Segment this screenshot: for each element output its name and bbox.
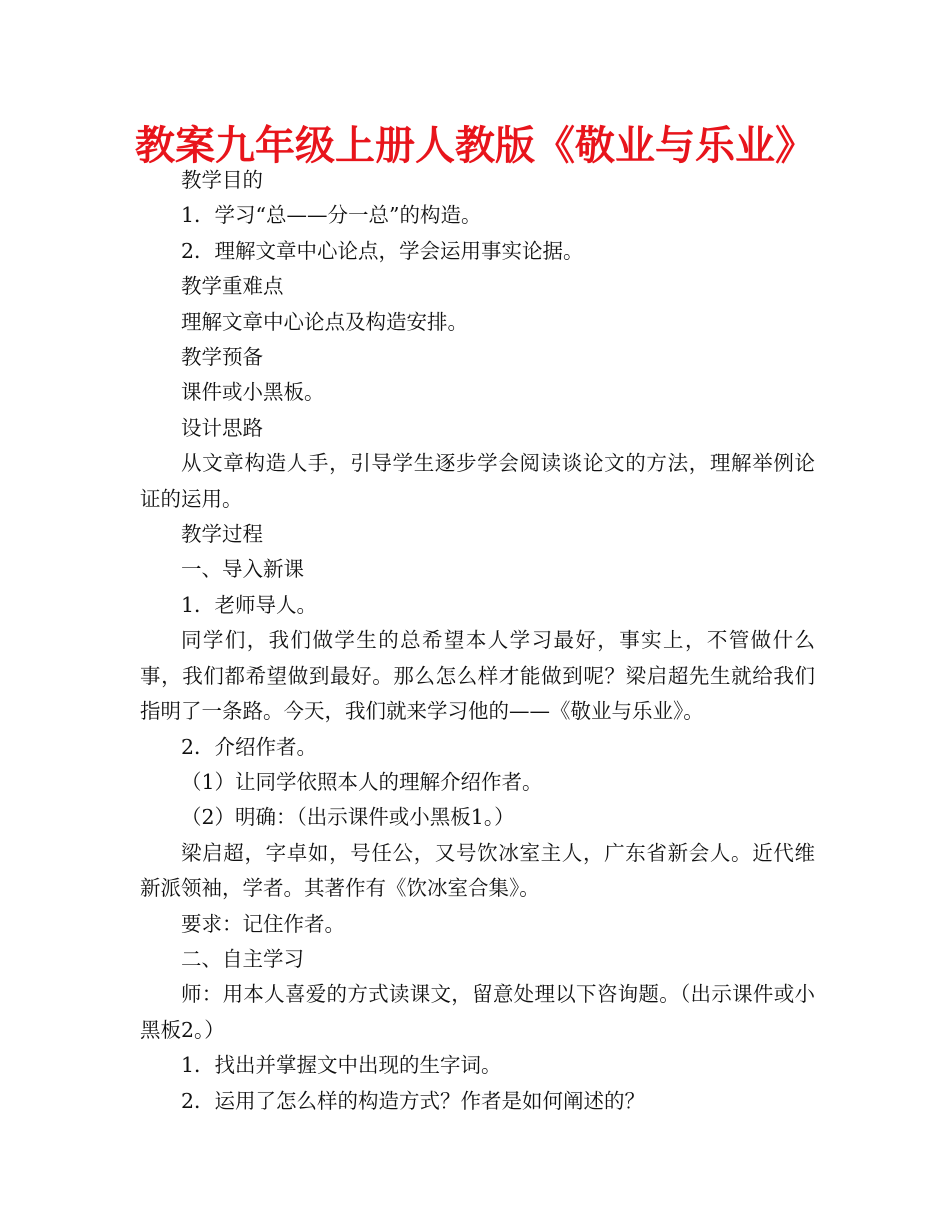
document-body	[140, 163, 815, 1119]
paragraph-section-heading: 教学预备	[181, 345, 263, 370]
paragraph-section-heading: 二、自主学习	[181, 946, 304, 971]
document-title: 教案九年级上册人教版《敬业与乐业》	[135, 123, 815, 169]
paragraph: （2）明确：（出示课件或小黑板1。）	[181, 805, 515, 830]
paragraph: 从文章构造人手，引导学生逐步学会阅读谈论文的方法，理解举例论证的运用。	[140, 451, 815, 511]
paragraph: 2．运用了怎么样的构造方式？作者是如何阐述的？	[181, 1088, 646, 1113]
paragraph: 2．介绍作者。	[181, 734, 318, 759]
paragraph-section-heading: 教学目的	[181, 168, 263, 192]
paragraph: 师：用本人喜爱的方式读课文，留意处理以下咨询题。（出示课件或小黑板2。）	[140, 982, 815, 1042]
paragraph: 梁启超，字卓如，号任公，又号饮冰室主人，广东省新会人。近代维新派领袖，学者。其著作有《饮冰室合集》。	[140, 840, 815, 901]
paragraph-section-heading: 一、导入新课	[181, 557, 304, 582]
paragraph-section-heading: 教学过程	[181, 522, 263, 547]
paragraph: 1．学习“总——分一总”的构造。	[181, 203, 482, 228]
paragraph: 2．理解文章中心论点，学会运用事实论据。	[181, 238, 584, 263]
paragraph: 同学们，我们做学生的总希望本人学习最好，事实上，不管做什么事，我们都希望做到最好。那么怎么样才能做到呢？梁启超先生就给我们指明了一条路。今天，我们就来学习他的——《敬业与乐业》。	[140, 628, 815, 724]
paragraph: 1．找出并掌握文中出现的生字词。	[181, 1053, 502, 1078]
paragraph: 课件或小黑板。	[181, 380, 325, 405]
paragraph: （1）让同学依照本人的理解介绍作者。	[181, 769, 543, 794]
paragraph-section-heading: 教学重难点	[181, 274, 284, 299]
paragraph: 1．老师导人。	[181, 592, 318, 617]
paragraph: 要求：记住作者。	[181, 911, 345, 936]
paragraph: 理解文章中心论点及构造安排。	[181, 309, 468, 334]
paragraph-section-heading: 设计思路	[181, 415, 263, 440]
